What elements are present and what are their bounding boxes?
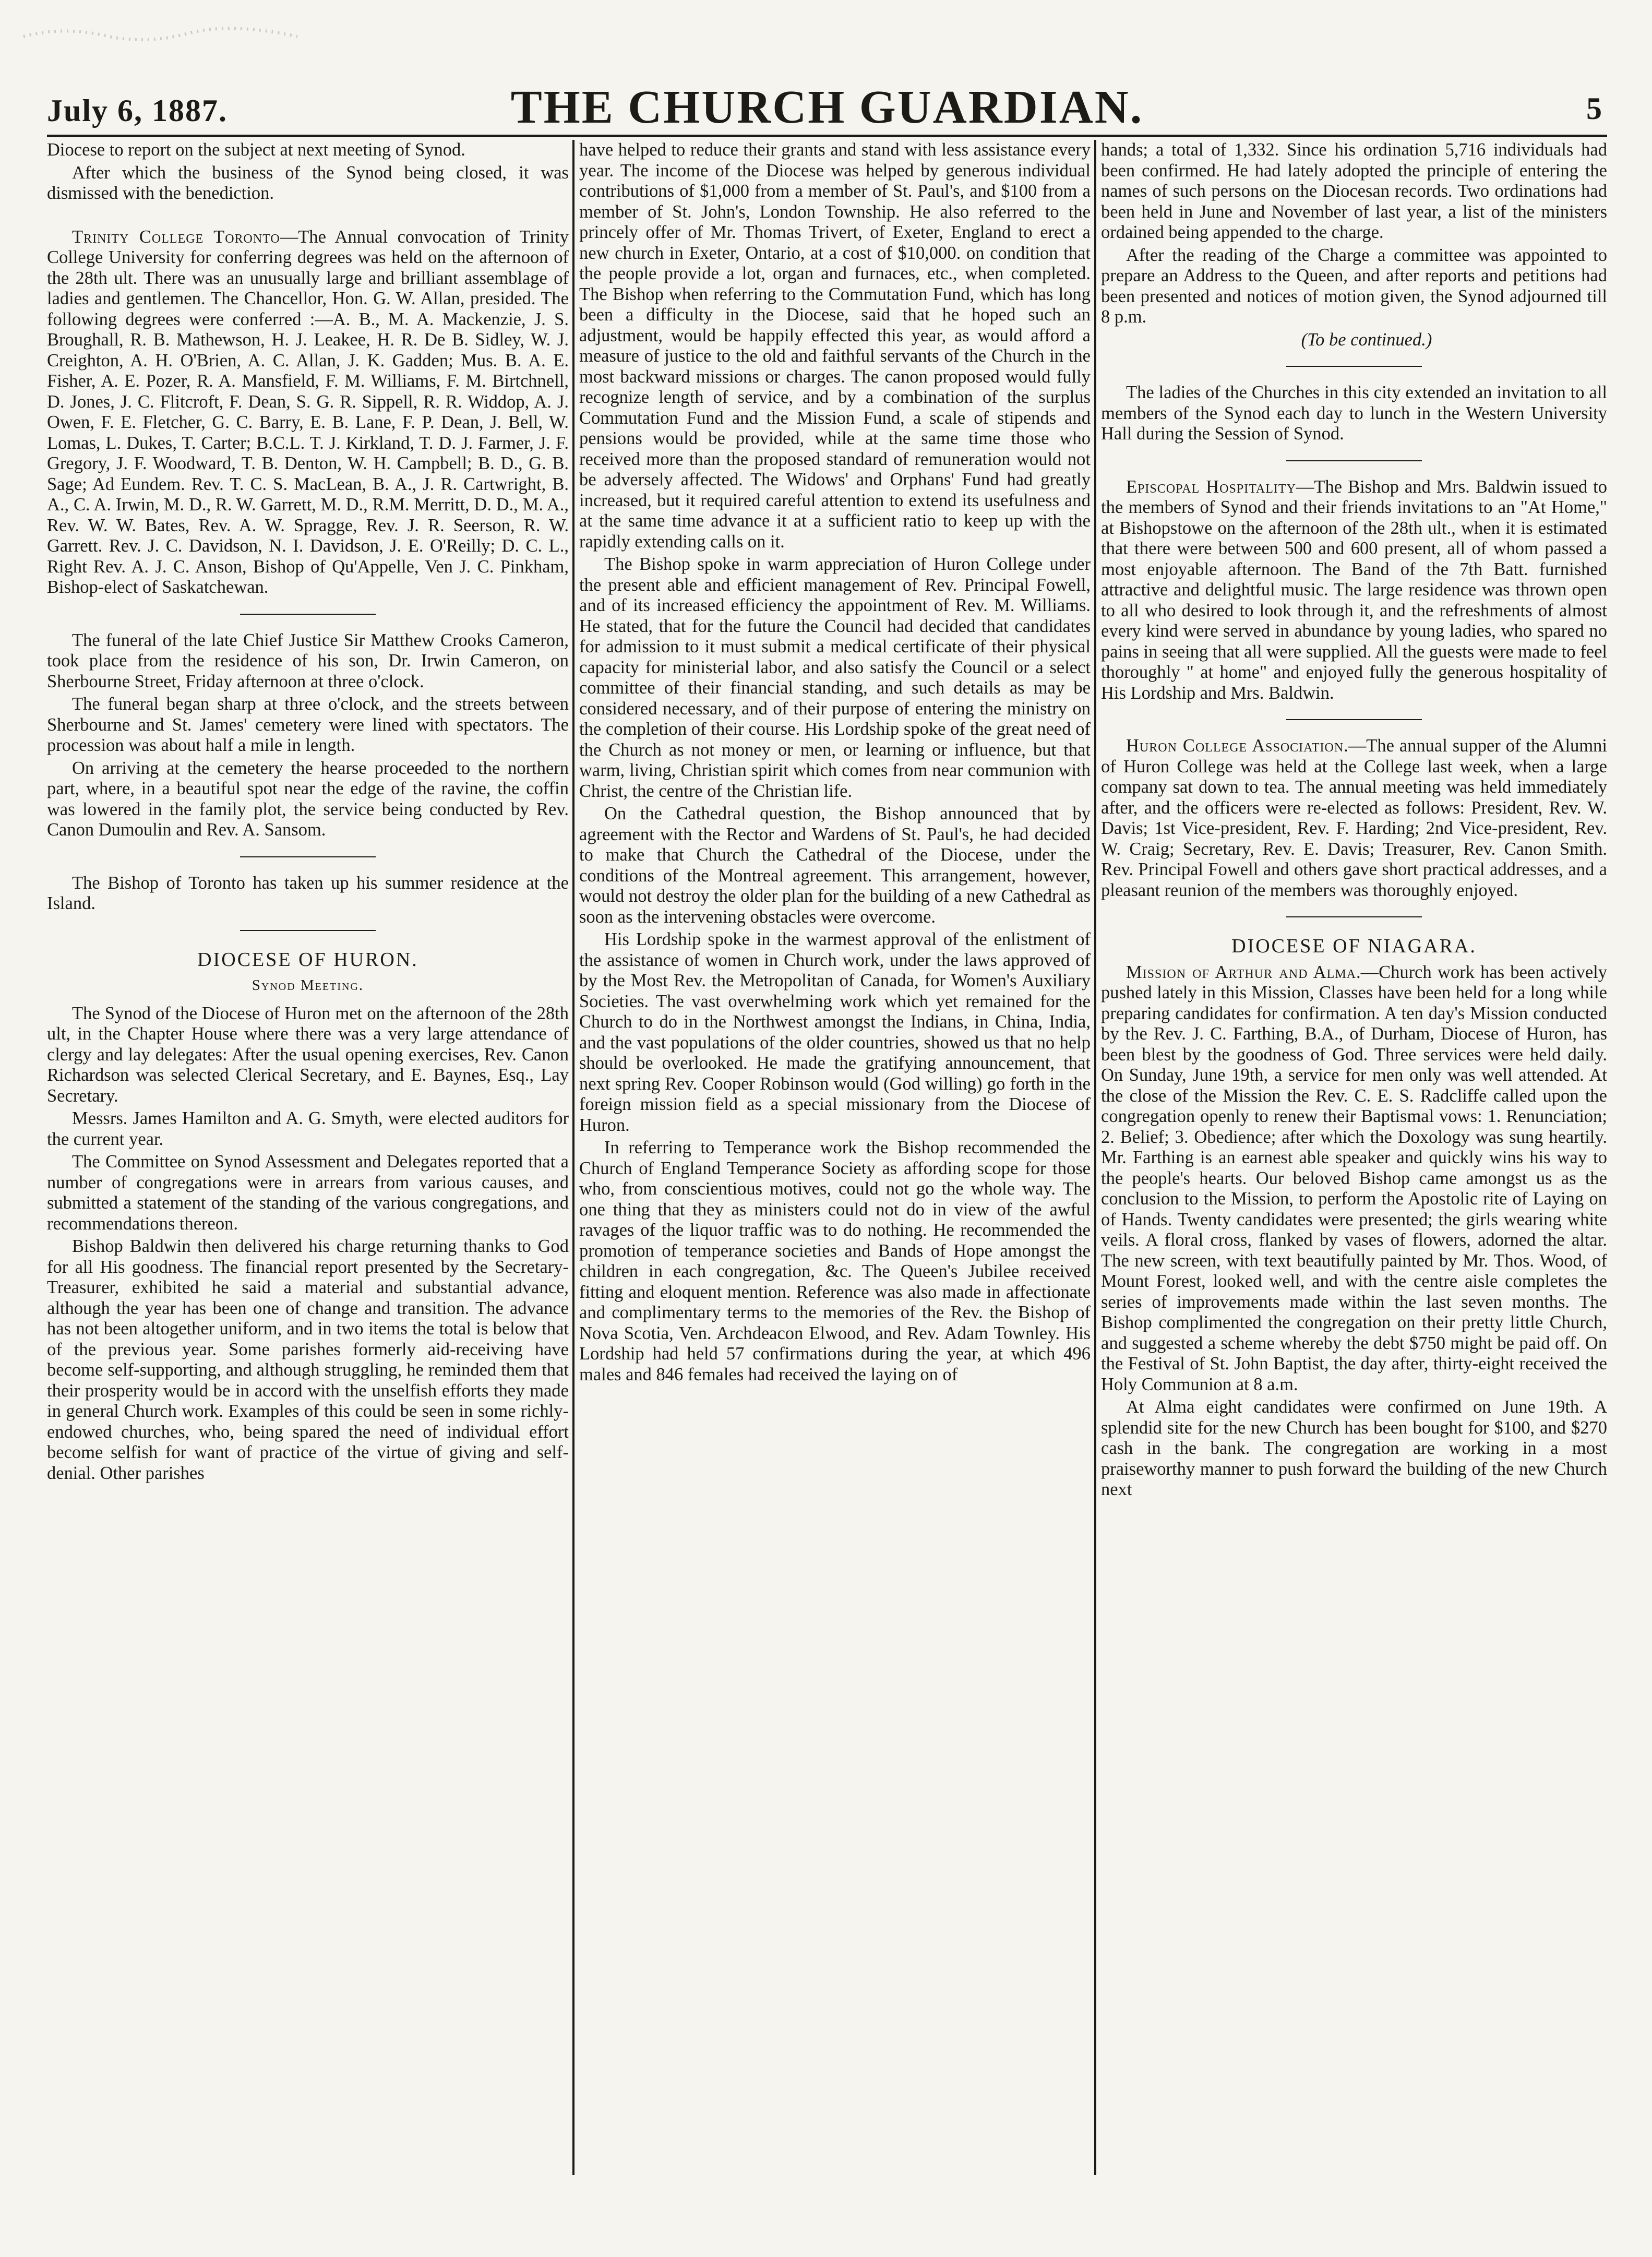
paragraph: The funeral of the late Chief Justice Sir Matthew Crooks Cameron, took place from the residence of his son, Dr. Irwin Cameron, on Sherbourne Street, Friday afternoon at three o'clock.: [47, 630, 569, 691]
paragraph: The Synod of the Diocese of Huron met on the afternoon of the 28th ult, in the Chapter House where there was a very large attendance of clergy and lay delegates: After the usual opening exercises, Rev. Canon Richardson was selected Clerical Secretary, and E. Baynes, Esq., Lay Secretary.: [47, 1003, 569, 1106]
article-separator: [240, 856, 376, 857]
article-lead: Trinity College Toronto: [72, 226, 280, 247]
article-separator: [240, 930, 376, 931]
section-heading-niagara: DIOCESE OF NIAGARA.: [1231, 935, 1477, 957]
column-divider: [1094, 140, 1096, 2175]
column-1: [47, 140, 569, 2175]
paragraph: On the Cathedral question, the Bishop announced that by agreement with the Rector and Wardens of St. Paul's, he had decided to make that Church the Cathedral of the Diocese, under the conditions of the Montreal agreement. This arrangement, however, would not destroy the older plan for the building of a new Cathedral as soon as the intervening obstacles were overcome.: [579, 804, 1091, 927]
page-number: 5: [1586, 91, 1602, 126]
column-3: [1101, 140, 1607, 2175]
continued-note: (To be continued.): [1301, 329, 1432, 350]
masthead-rule: [47, 135, 1607, 137]
paragraph: have helped to reduce their grants and stand with less assistance every year. The income of the Diocese was helped by generous individual contributions of $1,000 from a member of St. Paul's, and $100 from a member of St. John's, London Township. He also referred to the princely offer of Mr. Thomas Trivert, of Exeter, England to erect a new church in Exeter, Ontario, at a cost of $10,000. on condition that the people provide a lot, organ and furnaces, etc., when completed. The Bishop when referring to the Commutation Fund, which has long been a difficulty in the Diocese, said that he hoped such an adjustment, would be happily effected this year, as would afford a measure of justice to the old and faithful servants of the Church in the most backward missions or charges. The canon proposed would fully recognize length of service, and by a combination of the surplus Commutation Fund and the Mission Fund, a scale of stipends and pensions would be provided, while at the same time those who received more than the proposed standard of remuneration would not be adversely affected. The Widows' and Orphans' Fund had greatly increased, but it required careful attention to extend its usefulness and at the same time advance it at a sufficient ratio to keep up with the rapidly extending calls on it.: [579, 140, 1091, 552]
paragraph: His Lordship spoke in the warmest approval of the enlistment of the assistance of women in Church work, under the laws approved of by the Most Rev. the Metropolitan of Canada, for Women's Auxiliary Societies. The vast overwhelming work which yet remained for the Church to do in the Northwest amongst the Indians, in China, India, and the vast populations of the older countries, showed us that no help should be overlooked. He made the gratifying announcement, that next spring Rev. Cooper Robinson would (God willing) go forth in the foreign mission field as a special missionary from the Diocese of Huron.: [579, 929, 1091, 1135]
article-lead: Mission of Arthur and Alma: [1126, 962, 1357, 982]
article-trinity-college: [47, 227, 569, 598]
paragraph: In referring to Temperance work the Bishop recommended the Church of England Temperance Society as affording scope for those who, from conscientious motives, could not go the whole way. The one thing that they as ministers could not do in view of the awful ravages of the liquor traffic was to do nothing. He recommended the promotion of temperance societies and Bands of Hope amongst the children in each congregation, &c. The Queen's Jubilee received fitting and eloquent mention. Reference was also made in affectionate and complimentary terms to the memories of the Rev. the Bishop of Nova Scotia, Ven. Archdeacon Elwood, and Rev. Adam Townley. His Lordship had held 57 confirmations during the year, at which 496 males and 846 females had received the laying on of: [579, 1138, 1091, 1384]
paragraph: Messrs. James Hamilton and A. G. Smyth, were elected auditors for the current year.: [47, 1108, 569, 1149]
article-separator: [1286, 366, 1422, 367]
section-heading-huron: DIOCESE OF HURON.: [197, 948, 418, 971]
paragraph: After which the business of the Synod being closed, it was dismissed with the benediction.: [47, 162, 569, 203]
column-2: [579, 140, 1091, 2175]
article-lead: Episcopal Hospitality: [1126, 476, 1296, 497]
article-separator: [240, 614, 376, 615]
paragraph: The ladies of the Churches in this city extended an invitation to all members of the Synod each day to lunch in the Western University Hall during the Session of Synod.: [1101, 383, 1607, 444]
article-episcopal-hospitality: [1101, 477, 1607, 704]
article-mission-arthur-alma: [1101, 962, 1607, 1395]
paragraph: Diocese to report on the subject at next meeting of Synod.: [47, 140, 465, 160]
newspaper-title: THE CHURCH GUARDIAN.: [510, 81, 1144, 133]
section-subheading: Synod Meeting.: [252, 977, 364, 994]
article-huron-college-association: [1101, 736, 1607, 901]
article-body: —The Annual convocation of Trinity College University for conferring degrees was held on the afternoon of the 28th ult. There was an unusually large and brilliant assemblage of ladies and gentlemen. The Chancellor, Hon. G. W. Allan, presided. The following degrees were conferred :—A. B., M. A. Mackenzie, J. S. Broughall, R. B. Mathewson, H. J. Leakee, H. R. De B. Sidley, W. J. Creighton, A. H. O'Brien, A. C. Allan, J. K. Gadden; Mus. B. A. E. Fisher, A. E. Pozer, R. A. Mansfield, F. M. Williams, F. M. Birtchnell, D. Jones, J. C. Flitcroft, F. Dean, S. G. R. Sippell, R. R. Widdop, A. J. Owen, F. E. Fletcher, G. C. Barry, E. B. Lane, F. P. Dean, J. Bell, W. Lomas, L. Dukes, T. Carter; B.C.L. T. J. Kirkland, T. D. J. Farmer, J. F. Gregory, J. F. Woodward, T. B. Denton, W. H. Campbell; B. D., G. B. Sage; Ad Eundem. Rev. T. C. S. MacLean, B. A., J. R. Cartwright, B. A., C. A. Irwin, M. D., R. W. Garrett, M. D., R.M. Merritt, D. D., M. A., Rev. W. W. Bates, Rev. A. W. Spragge, Rev. J. R. Seerson, R. W. Garrett. Rev. J. C. Davidson, N. I. Davidson, J. E. O'Reilly; D. C. L., Right Rev. A. J. C. Anson, Bishop of Qu'Appelle, Ven J. C. Pinkham, Bishop-elect of Saskatchewan.: [47, 226, 569, 597]
article-separator: [1286, 460, 1422, 461]
paragraph: At Alma eight candidates were confirmed on June 19th. A splendid site for the new Church has been bought for $100, and $270 cash in the bank. The congregation are working in a most praiseworthy manner to push forward the building of the new Church next: [1101, 1397, 1607, 1499]
paragraph: The Bishop spoke in warm appreciation of Huron College under the present able and efficient management of Rev. Principal Fowell, and of its increased efficiency the appointment of Rev. M. Williams. He stated, that for the future the Council had decided that candidates for admission to it must submit a medical certificate of their physical capacity for ministerial labor, and also satisfy the Council or a select committee of their financial standing, and such details as may be considered necessary, and of their purpose of entering the ministry on the completion of their course. His Lordship spoke of the great need of the Church as not money or men, or learning or influence, but that warm, living, Christian spirit which comes from near communion with Christ, the centre of the Christian life.: [579, 554, 1091, 801]
paragraph: The Committee on Synod Assessment and Delegates reported that a number of congregations were in arrears from various causes, and submitted a statement of the standing of the various congregations, and recommendations thereon.: [47, 1152, 569, 1234]
paragraph: Bishop Baldwin then delivered his charge returning thanks to God for all His goodness. The financial report presented by the Secretary-Treasurer, exhibited he said a material and substantial advance, although the year has been one of change and transition. The advance has not been altogether uniform, and in two items the total is below that of the previous year. Some parishes formerly aid-receiving have become self-supporting, and although struggling, he reminded them that their prosperity would be in accord with the unselfish efforts they made in general Church work. Examples of this could be seen in some richly-endowed churches, who, being spared the need of individual effort become selfish for want of practice of the virtue of giving and self-denial. Other parishes: [47, 1236, 569, 1483]
page-stain-decoration: [21, 21, 303, 52]
article-body: .—The annual supper of the Alumni of Huron College was held at the College last week, when a large company sat down to tea. The annual meeting was held immediately after, and the officers were re-elected as follows: President, Rev. W. Davis; 1st Vice-president, Rev. F. Harding; 2nd Vice-president, Rev. W. Craig; Secretary, Rev. E. Davis; Treasurer, Rev. Canon Smith. Rev. Principal Fowell and others gave short practical addresses, and a pleasant reunion of the members was thoroughly enjoyed.: [1101, 736, 1607, 900]
article-separator: [1286, 719, 1422, 720]
paragraph: The Bishop of Toronto has taken up his summer residence at the Island.: [47, 873, 569, 913]
article-separator: [1286, 916, 1422, 917]
paragraph: On arriving at the cemetery the hearse proceeded to the northern part, where, in a beautiful spot near the edge of the ravine, the coffin was lowered in the family plot, the service being conducted by Rev. Canon Dumoulin and Rev. A. Sansom.: [47, 758, 569, 840]
paragraph: The funeral began sharp at three o'clock, and the streets between Sherbourne and St. James' cemetery were lined with spectators. The procession was about half a mile in length.: [47, 694, 569, 755]
issue-date: July 6, 1887.: [47, 93, 228, 128]
column-divider: [572, 140, 574, 2175]
article-lead: Huron College Association: [1126, 736, 1344, 756]
masthead: [47, 78, 1607, 136]
article-body: —The Bishop and Mrs. Baldwin issued to the members of Synod and their friends invitations to an "At Home," at Bishopstowe on the afternoon of the 28th ult., when it is estimated that there were between 500 and 600 present, all of whom passed a most enjoyable afternoon. The Band of the 7th Batt. furnished attractive and delightful music. The large residence was thrown open to all who desired to look through it, and the refreshments of almost every kind were served in abundance by young ladies, who spared no pains in seeing that all were supplied. All the guests were made to feel thoroughly " at home" and enjoyed fully the generous hospitality of His Lordship and Mrs. Baldwin.: [1101, 476, 1607, 703]
paragraph: hands; a total of 1,332. Since his ordination 5,716 individuals had been confirmed. He had lately adopted the principle of entering the names of such persons on the Diocesan records. Two ordinations had been held in June and November of last year, a list of the ministers ordained being appended to the charge.: [1101, 140, 1607, 242]
article-body: .—Church work has been actively pushed lately in this Mission, Classes have been held for a long while preparing candidates for confirmation. A ten day's Mission conducted by the Rev. J. C. Farthing, B.A., of Durham, Diocese of Huron, has been blest by the goodness of God. Three services were held daily. On Sunday, June 19th, a service for men only was well attended. At the close of the Mission the Rev. C. E. S. Radcliffe called upon the congregation openly to renew their Baptismal vows: 1. Renunciation; 2. Belief; 3. Obedience; after which the Doxology was sung heartily. Mr. Farthing is an earnest able speaker and quickly wins his way to the people's hearts. Our beloved Bishop came amongst us as the conclusion to the Mission, to perform the Apostolic rite of Laying on of Hands. Twenty candidates were presented; the girls wearing white veils. A floral cross, flanked by vases of flowers, adorned the altar. The new screen, with text beautifully painted by Mr. Thos. Wood, of Mount Forest, looked well, and with the centre aisle completes the series of improvements made within the last seven months. The Bishop complimented the congregation on their pretty little Church, and suggested a scheme whereby the debt $750 might be paid off. On the Festival of St. John Baptist, the day after, thirty-eight received the Holy Communion at 8 a.m.: [1101, 962, 1607, 1394]
paragraph: After the reading of the Charge a committee was appointed to prepare an Address to the Queen, and after reports and petitions had been presented and notices of motion given, the Synod adjourned till 8 p.m.: [1101, 245, 1607, 327]
